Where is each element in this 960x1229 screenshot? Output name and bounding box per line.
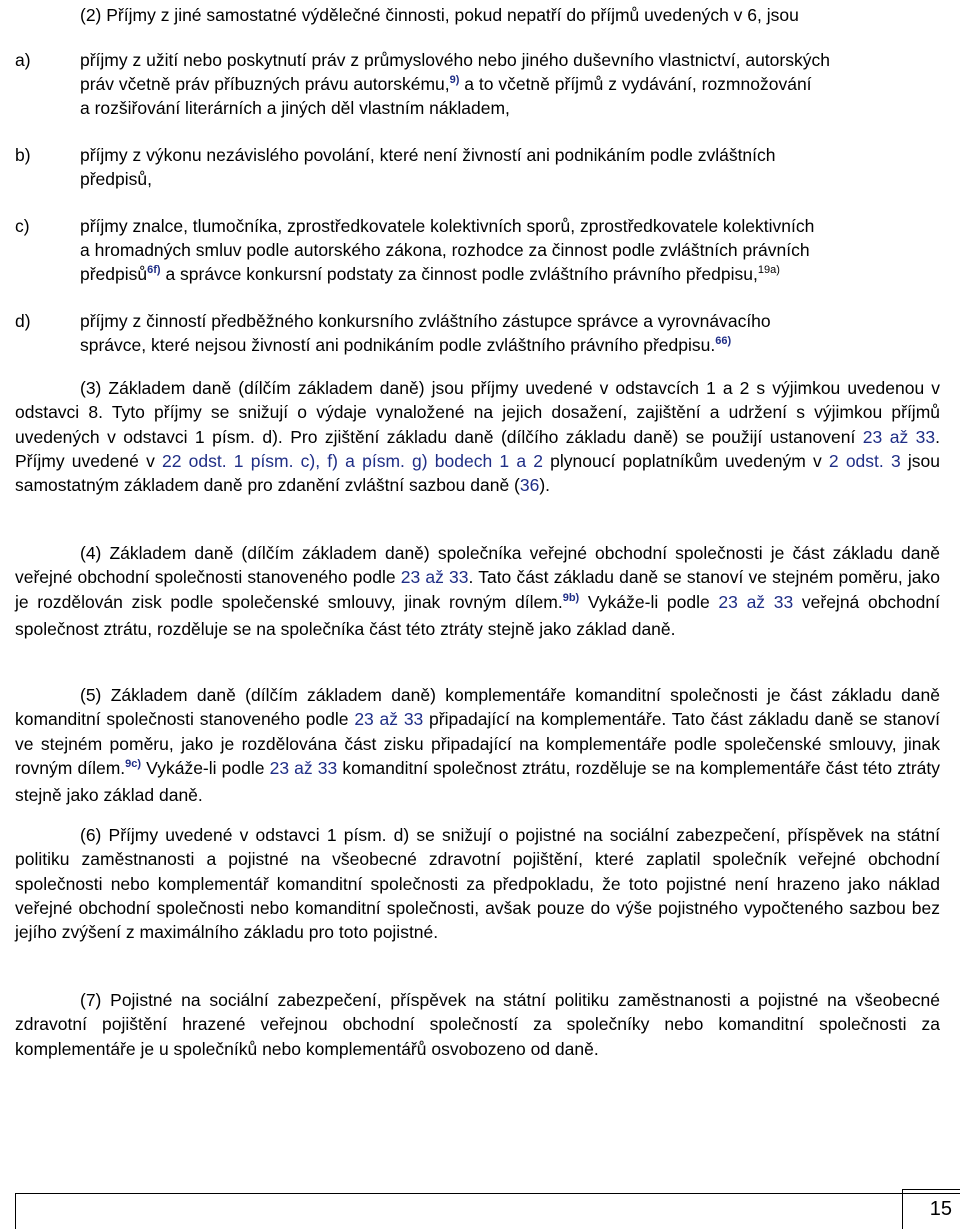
ref-23-33[interactable]: 23 až 33 xyxy=(718,591,794,612)
p7-text: (7) Pojistné na sociální zabezpečení, příspěvek na státní politiku zaměstnanosti a pojistné na všeobecné zdravotní pojištění hrazené veřejnou obchodní společností za společníky nebo komanditní společnosti za komplementáře je u společníků nebo komplementářů osvobozeno od daně. xyxy=(15,990,940,1059)
ref-22[interactable]: 22 odst. 1 písm. c), f) a písm. g) bodech 1 a 2 xyxy=(162,450,543,471)
p5-text-2: připadající na komplementáře. Tato část základu daně se stanoví ve stejném poměru, jako je rozdělována část zisku připadající na komplementáře podle společenské smlouvy, jinak rovným dílem. xyxy=(15,709,940,778)
footnote-ref-9[interactable]: 9) xyxy=(449,74,460,86)
p3-text-2: . Příjmy uvedené v xyxy=(15,426,940,471)
item-c-text: předpisů xyxy=(80,264,148,284)
paragraph-5 xyxy=(15,683,940,807)
item-d-line-1: příjmy z činností předběžného konkursního zvláštního zástupce správce a vyrovnávacího xyxy=(80,311,771,331)
item-a-text: práv včetně práv příbuzných právu autorskému, xyxy=(80,74,450,94)
p4-text-4: veřejná obchodní společnost ztrátu, rozděluje se na společníka část této ztráty stejně jako základ daně. xyxy=(15,591,940,639)
p3-text-3: plynoucí poplatníkům uvedeným v xyxy=(542,450,822,471)
p3-text-5: ). xyxy=(539,475,551,496)
footnote-ref-66[interactable]: 66) xyxy=(715,335,732,347)
footnote-ref-9b[interactable]: 9b) xyxy=(562,591,580,604)
item-c-line-3 xyxy=(80,262,780,289)
footnote-ref-9c[interactable]: 9c) xyxy=(125,757,142,770)
ref-36[interactable]: 36 xyxy=(519,475,540,496)
item-d-label: d) xyxy=(15,311,31,331)
ref-23-33[interactable]: 23 až 33 xyxy=(862,426,936,447)
page-number: 15 xyxy=(902,1189,960,1229)
p3-text-4: jsou samostatným základem daně pro zdanění zvláštní sazbou daně ( xyxy=(15,450,940,496)
item-a-label: a) xyxy=(15,50,31,70)
item-b-line-1: příjmy z výkonu nezávislého povolání, které není živností ani podnikáním podle zvláštních xyxy=(80,145,776,165)
p5-text-3: Vykáže-li podle xyxy=(141,757,265,778)
ref-23-33[interactable]: 23 až 33 xyxy=(269,757,338,778)
item-d-line-2 xyxy=(80,333,731,360)
item-a-line-2 xyxy=(80,72,812,99)
ref-23-33[interactable]: 23 až 33 xyxy=(354,709,424,730)
ref-23-33[interactable]: 23 až 33 xyxy=(400,567,469,588)
footnote-ref-6f[interactable]: 6f) xyxy=(147,264,161,276)
p4-text: (4) Základem daně (dílčím základem daně) společníka veřejné obchodní společnosti je část základu daně veřejné obchodní společnosti stanoveného podle xyxy=(15,543,940,588)
paragraph-4 xyxy=(15,541,940,641)
p3-text: (3) Základem daně (dílčím základem daně) jsou příjmy uvedené v odstavcích 1 a 2 s výjimkou uvedenou v odstavci 8. Tyto příjmy se snižují o výdaje vynaložené na jejich dosažení, zajištění a udržení s výjimkou příjmů uvedených v odstavci 1 písm. d). Pro zjištění základu daně (dílčího základu daně) se použijí ustanovení xyxy=(15,378,940,447)
section-2-intro: (2) Příjmy z jiné samostatné výdělečné činnosti, pokud nepatří do příjmů uvedených v 6, jsou xyxy=(80,5,799,25)
ref-2-odst-3[interactable]: 2 odst. 3 xyxy=(828,450,901,471)
item-d-text: správce, které nejsou živností ani podnikáním podle zvláštního právního předpisu. xyxy=(80,335,716,355)
paragraph-3 xyxy=(15,376,940,497)
p4-text-2: . Tato část základu daně se stanoví ve stejném poměru, jako je rozdělován zisk podle společenské smlouvy, jinak rovným dílem. xyxy=(15,567,940,612)
page-footer-frame xyxy=(15,1193,960,1229)
paragraph-6 xyxy=(15,823,940,944)
item-c-label: c) xyxy=(15,216,30,236)
item-c-line-1: příjmy znalce, tlumočníka, zprostředkovatele kolektivních sporů, zprostředkovatele kolektivních xyxy=(80,216,815,236)
paragraph-7 xyxy=(15,988,940,1061)
item-b-line-2: předpisů, xyxy=(80,169,152,189)
item-c-text-cont: a správce konkursní podstaty za činnost podle zvláštního právního předpisu, xyxy=(160,264,758,284)
item-b-label: b) xyxy=(15,145,31,165)
p4-text-3: Vykáže-li podle xyxy=(579,591,710,612)
item-a-line-3: a rozšiřování literárních a jiných děl vlastním nákladem, xyxy=(80,98,510,118)
p5-text-4: komanditní společnost ztrátu, rozděluje se na komplementáře část této ztráty stejně jako základ daně. xyxy=(15,757,940,806)
item-a-line-1: příjmy z užití nebo poskytnutí práv z průmyslového nebo jiného duševního vlastnictví, autorských xyxy=(80,50,830,70)
item-a-text-cont: a to včetně příjmů z vydávání, rozmnožování xyxy=(459,74,812,94)
p6-text: (6) Příjmy uvedené v odstavci 1 písm. d) se snižují o pojistné na sociální zabezpečení, příspěvek na státní politiku zaměstnanosti a pojistné na všeobecné zdravotní pojištění, které zaplatil společník veřejné obchodní společnosti nebo komplementář komanditní společnosti za předpokladu, že toto pojistné není hrazeno jako náklad veřejné obchodní společnosti nebo komanditní společnosti, avšak pouze do výše pojistného vypočteného sazbou bez jejího zvýšení z maximálního základu pro toto pojistné. xyxy=(15,825,940,943)
footnote-ref-19a[interactable]: 19a) xyxy=(757,264,780,276)
item-c-line-2: a hromadných smluv podle autorského zákona, rozhodce za činnost podle zvláštních právních xyxy=(80,240,810,260)
p5-text: (5) Základem daně (dílčím základem daně) komplementáře komanditní společnosti je část základu daně komanditní společnosti stanoveného podle xyxy=(15,685,940,730)
